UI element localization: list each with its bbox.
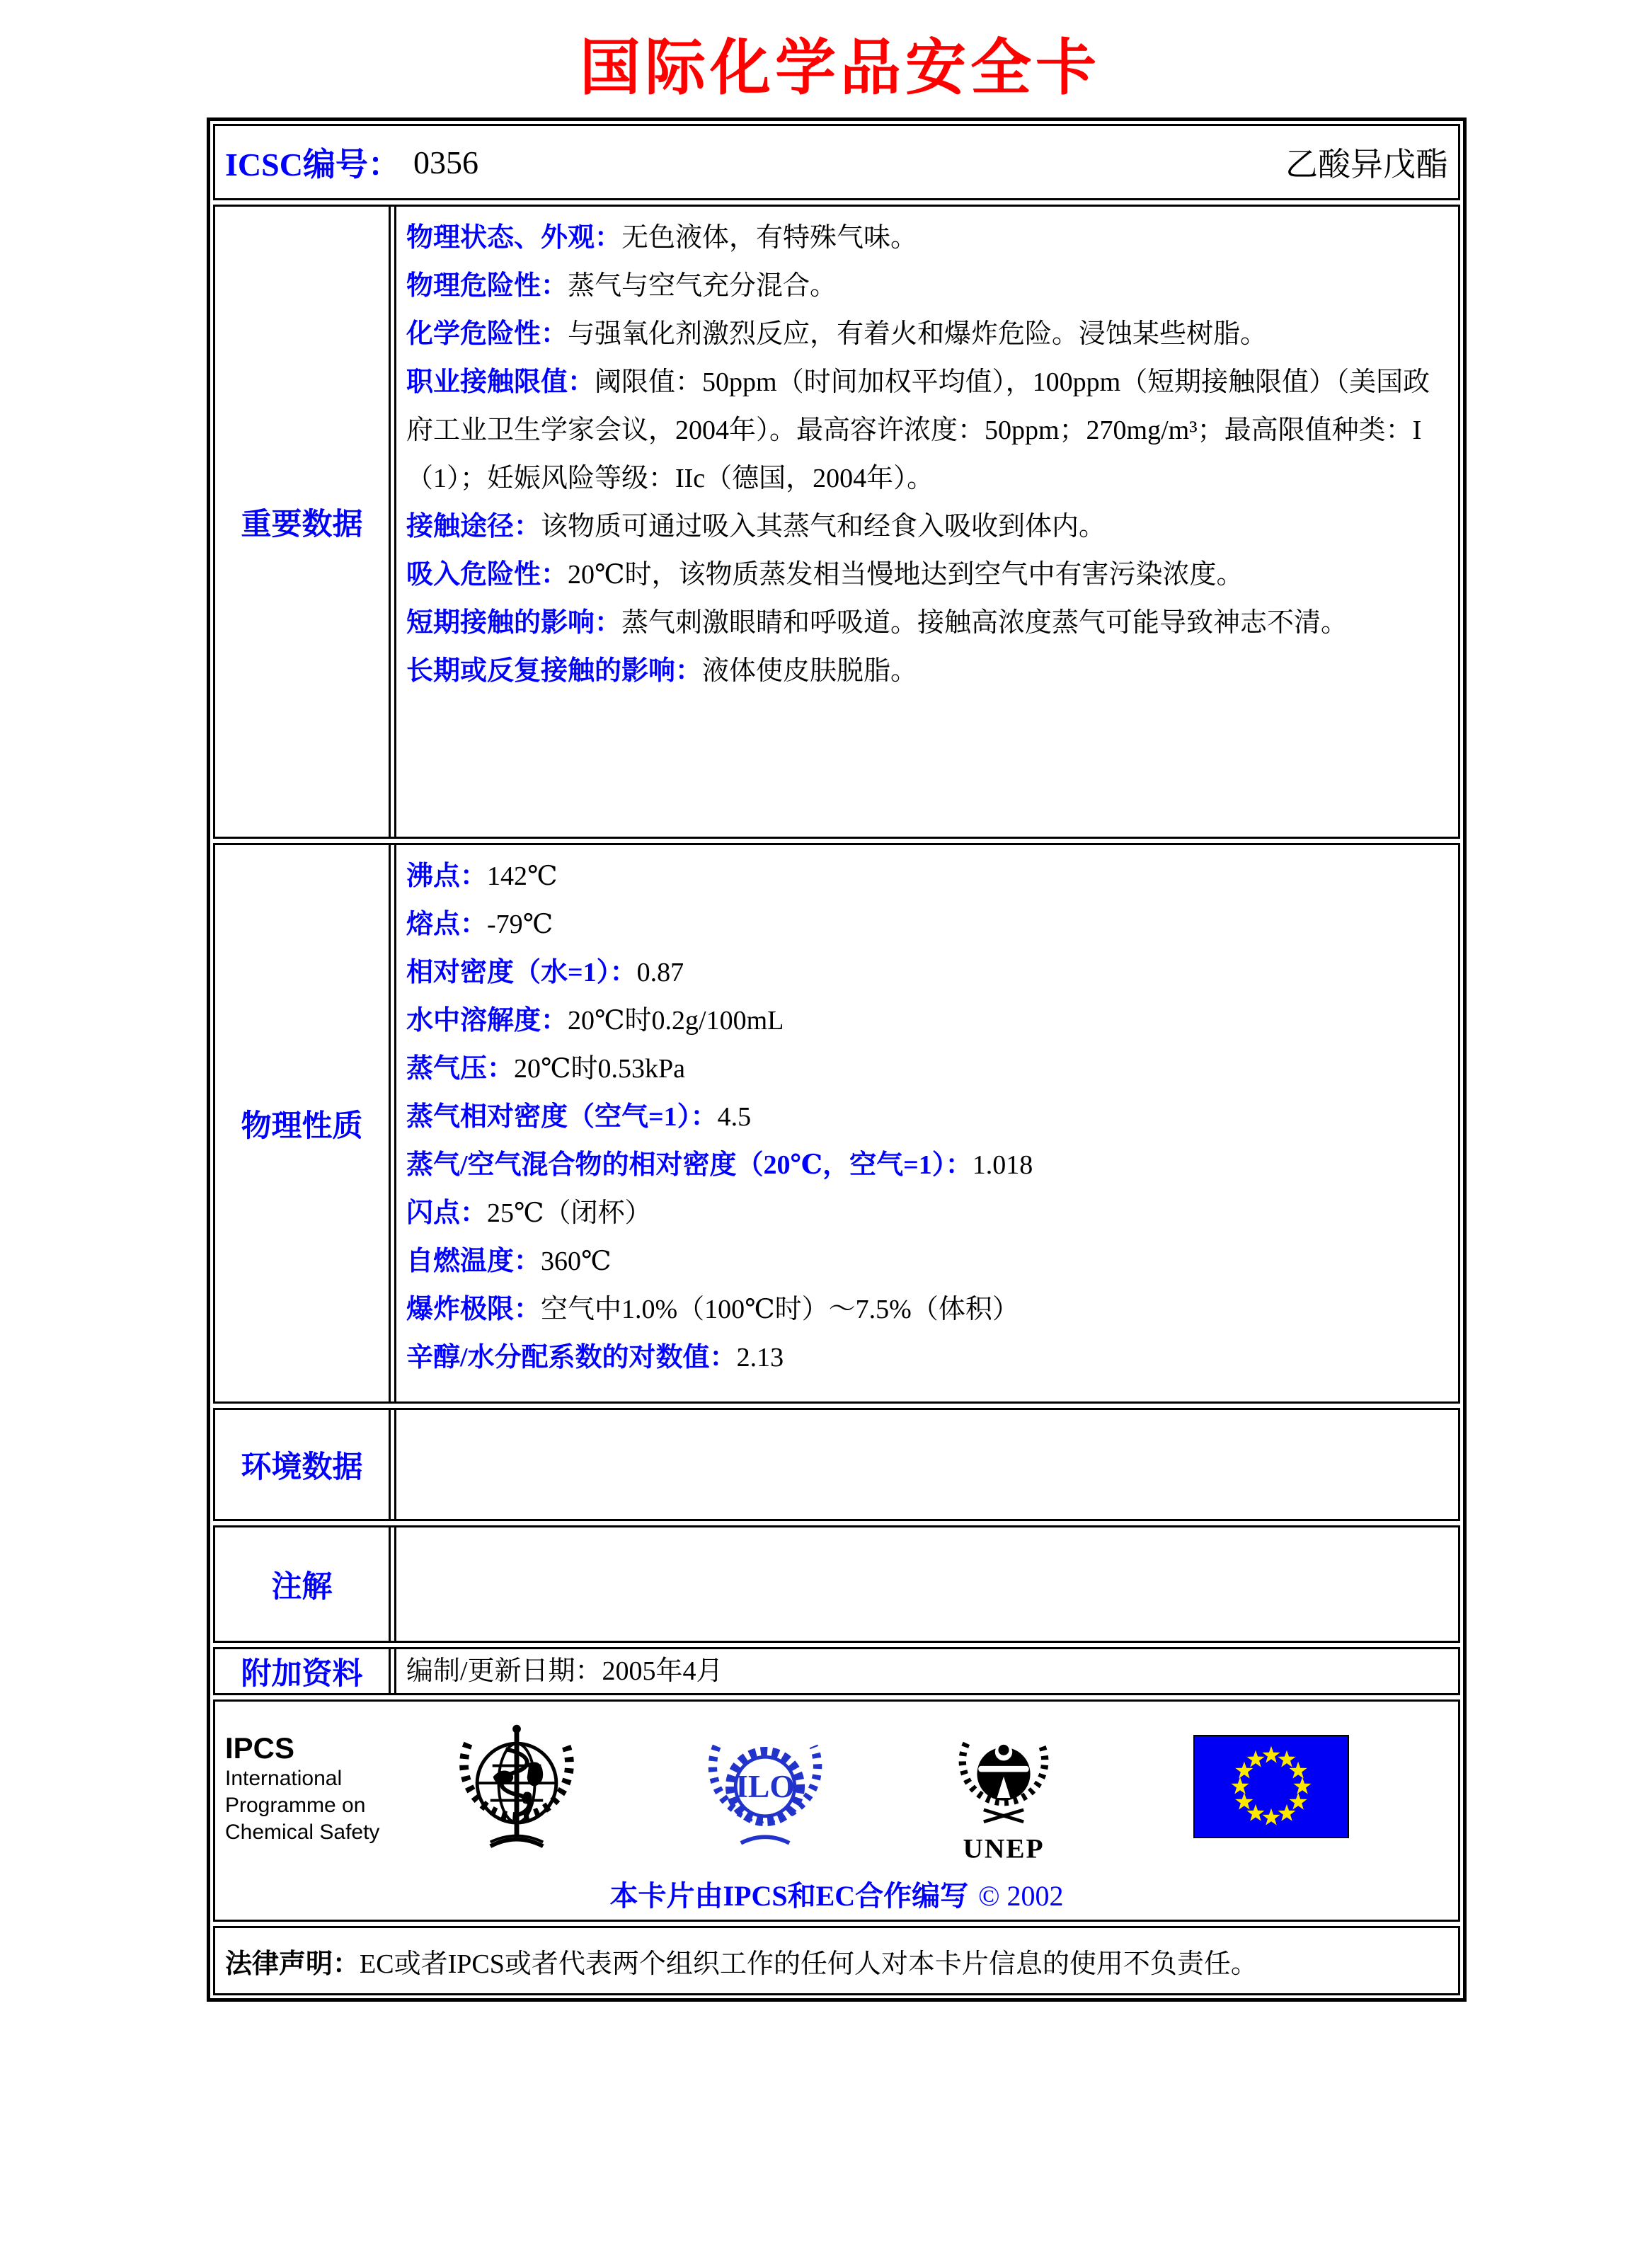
field-value: 25℃（闭杯） (487, 1198, 652, 1228)
field-value: 蒸气刺激眼睛和呼吸道。接触高浓度蒸气可能导致神志不清。 (621, 608, 1348, 638)
unep-letters: UNEP (963, 1833, 1045, 1863)
field-label: 水中溶解度： (406, 1006, 568, 1036)
field-value: 20℃时，该物质蒸发相当慢地达到空气中有害污染浓度。 (568, 560, 1244, 590)
legal-label: 法律声明： (225, 1949, 360, 1979)
field-label: 物理危险性： (406, 271, 568, 301)
field-value: 20℃时0.2g/100mL (568, 1006, 784, 1036)
notes-row-label: 注解 (215, 1527, 391, 1641)
field-label: 蒸气相对密度（空气=1）： (406, 1102, 718, 1132)
field-label: 物理状态、外观： (406, 223, 622, 253)
field-label: 闪点： (406, 1198, 488, 1228)
icsc-number-value: 0356 (413, 144, 478, 180)
field-label: 化学危险性： (406, 319, 568, 349)
ipcs-line: Chemical Safety (225, 1820, 380, 1844)
field-value: 与强氧化剂激烈反应，有着火和爆炸危险。浸蚀某些树脂。 (568, 319, 1268, 349)
logos-line (215, 1710, 1458, 1867)
notes-row (213, 1525, 1460, 1643)
additional-info-row-label: 附加资料 (215, 1649, 391, 1693)
field-label: 长期或反复接触的影响： (406, 656, 703, 686)
field-value: 1.018 (972, 1150, 1033, 1180)
field-label: 熔点： (406, 910, 488, 939)
additional-info-content: 编制/更新日期：2005年4月 (394, 1649, 1458, 1693)
data-item (406, 1237, 1448, 1285)
field-value: 2.13 (736, 1343, 784, 1372)
data-item (406, 1093, 1448, 1141)
data-item (406, 551, 1448, 599)
data-item (406, 503, 1448, 551)
physical-properties-content (394, 845, 1458, 1401)
data-item (406, 900, 1448, 948)
important-data-row (213, 205, 1460, 839)
notes-content (394, 1527, 1458, 1641)
field-label: 短期接触的影响： (406, 608, 622, 638)
data-item (406, 948, 1448, 997)
field-value: 液体使皮肤脱脂。 (702, 656, 918, 686)
icsc-number-label: ICSC编号： (225, 147, 401, 183)
legal-row (213, 1926, 1460, 1995)
field-label: 相对密度（水=1）： (406, 958, 637, 987)
logos-row (213, 1699, 1460, 1922)
field-value: 该物质可通过吸入其蒸气和经食入吸收到体内。 (541, 512, 1106, 541)
physical-properties-row (213, 843, 1460, 1404)
data-item (406, 262, 1448, 310)
field-value: 0.87 (636, 958, 684, 987)
icsc-number-group (225, 139, 478, 185)
icsc-card-table (207, 117, 1467, 2002)
ipcs-acronym: IPCS (225, 1731, 295, 1765)
ipcs-text-block (225, 1731, 411, 1846)
data-item (406, 647, 1448, 695)
data-item (406, 599, 1448, 647)
cooperation-caption (215, 1874, 1458, 1914)
field-value: 142℃ (487, 861, 558, 891)
data-item (406, 997, 1448, 1045)
field-label: 爆炸极限： (406, 1295, 541, 1324)
eu-flag-icon (1193, 1735, 1349, 1842)
environmental-data-content (394, 1410, 1458, 1519)
ipcs-line: International (225, 1766, 343, 1790)
data-item (406, 1189, 1448, 1237)
field-value: -79℃ (487, 910, 553, 939)
field-label: 职业接触限值： (406, 367, 595, 397)
field-value: 360℃ (541, 1246, 612, 1276)
unep-logo-icon (943, 1710, 1065, 1867)
environmental-data-row (213, 1408, 1460, 1521)
field-label: 自燃温度： (406, 1246, 541, 1276)
data-item (406, 214, 1448, 262)
physical-properties-row-label: 物理性质 (215, 845, 391, 1401)
data-item (406, 1334, 1448, 1382)
field-value: 无色液体，有特殊气味。 (621, 223, 918, 253)
additional-info-row (213, 1647, 1460, 1695)
caption-year: © 2002 (978, 1880, 1064, 1912)
environmental-data-row-label: 环境数据 (215, 1410, 391, 1519)
field-label: 蒸气/空气混合物的相对密度（20℃，空气=1）： (406, 1150, 973, 1180)
chemical-name: 乙酸异戊酯 (1285, 147, 1448, 183)
field-value: 空气中1.0%（100℃时）～7.5%（体积） (541, 1295, 1019, 1324)
data-item (406, 1285, 1448, 1334)
field-label: 辛醇/水分配系数的对数值： (406, 1343, 737, 1372)
data-item (406, 1141, 1448, 1189)
important-data-content (394, 207, 1458, 837)
ilo-letters: ILO (735, 1768, 795, 1805)
ilo-logo-icon (698, 1719, 832, 1857)
field-value: 20℃时0.53kPa (514, 1054, 686, 1084)
caption-text: 本卡片由IPCS和EC合作编写 (609, 1880, 969, 1912)
legal-text: EC或者IPCS或者代表两个组织工作的任何人对本卡片信息的使用不负责任。 (360, 1949, 1258, 1979)
data-item (406, 852, 1448, 900)
field-value: 4.5 (717, 1102, 752, 1132)
field-label: 接触途径： (406, 512, 541, 541)
important-data-row-label: 重要数据 (215, 207, 391, 837)
page-title: 国际化学品安全卡 (580, 34, 1101, 102)
field-label: 吸入危险性： (406, 560, 568, 590)
field-label: 沸点： (406, 861, 488, 891)
who-logo-icon (447, 1717, 586, 1859)
header-row (213, 124, 1460, 200)
data-item (406, 1045, 1448, 1093)
ipcs-line: Programme on (225, 1793, 366, 1817)
data-item (406, 310, 1448, 358)
data-item (406, 358, 1448, 503)
field-value: 蒸气与空气充分混合。 (568, 271, 837, 301)
field-label: 蒸气压： (406, 1054, 515, 1084)
field-value: 阈限值：50ppm（时间加权平均值），100ppm（短期接触限值）（美国政府工业卫生学家会议，2004年）。最高容许浓度：50ppm；270mg/m³；最高限值种类：I（1）；妊娠风险等级：IIc（德国，2004年）。 (406, 367, 1430, 493)
